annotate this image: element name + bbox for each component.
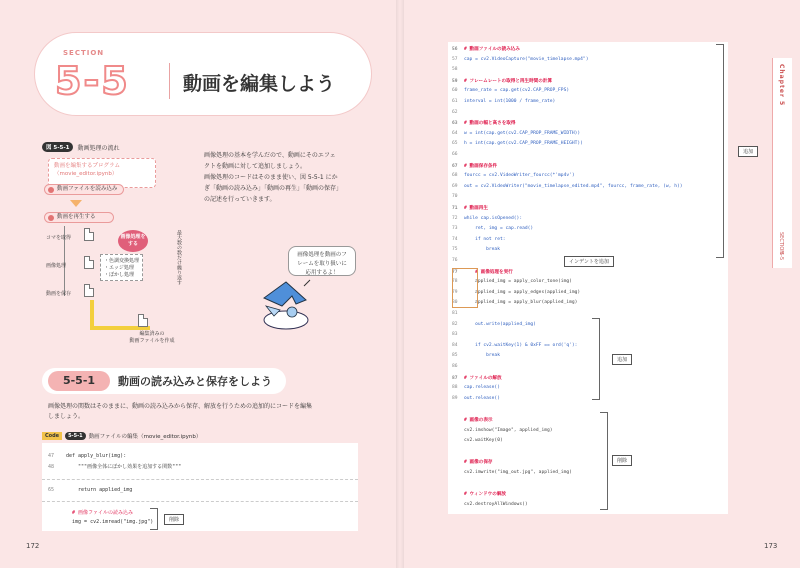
line-number: 87 bbox=[452, 375, 458, 381]
code-line bbox=[452, 353, 500, 358]
code-text: return applied_img bbox=[66, 487, 133, 493]
line-number: 56 bbox=[452, 47, 458, 52]
code-text: # 画像の表示 bbox=[464, 418, 493, 423]
note-edge: ・エッジ処理 bbox=[104, 265, 134, 271]
line-number: 88 bbox=[452, 385, 458, 391]
subsection-number: 5-5-1 bbox=[48, 371, 110, 391]
code-line bbox=[452, 131, 580, 136]
delete-tag-right: 削除 bbox=[612, 455, 632, 466]
add-bracket-bottom bbox=[592, 318, 600, 400]
code-text: interval = int(1000 / frame_rate) bbox=[464, 99, 556, 104]
arrow-down-icon bbox=[70, 200, 82, 207]
step-dot bbox=[48, 215, 54, 221]
code-line bbox=[452, 258, 464, 263]
code-text: frame_rate = cap.get(cv2.CAP_PROP_FPS) bbox=[464, 88, 570, 94]
paragraph-line: 画像処理のコードはそのまま使い、図 5-5-1 にか bbox=[204, 174, 338, 181]
code-text: applied_img = apply_color_tone(img) bbox=[464, 279, 572, 285]
line-number: 68 bbox=[452, 173, 458, 179]
subsection-header bbox=[42, 368, 286, 394]
code-line bbox=[452, 406, 464, 411]
code-badge: 5-5-1 bbox=[65, 432, 86, 440]
paragraph-line: 画像処理の基本を学んだので、動画にそのエフェ bbox=[204, 152, 336, 159]
code-separator bbox=[42, 479, 358, 480]
step-play-video bbox=[44, 212, 114, 223]
code-text: img = cv2.imread("img.jpg") bbox=[66, 519, 154, 525]
code-text: # 動画ファイルの読み込み bbox=[464, 47, 520, 52]
code-block-right bbox=[448, 42, 728, 514]
frame-doc-icon bbox=[84, 228, 94, 241]
add-tag-bottom: 追加 bbox=[612, 354, 632, 365]
code-text: while cap.isOpened(): bbox=[464, 215, 523, 221]
code-line bbox=[452, 152, 464, 157]
paragraph-line: ぎ「動画の読み込み」「動画の再生」「動画の保存」 bbox=[204, 185, 343, 192]
code-caption bbox=[42, 432, 201, 440]
code-line bbox=[48, 453, 126, 459]
code-text: applied_img = apply_edges(applied_img) bbox=[464, 289, 581, 295]
process-doc-icon bbox=[84, 256, 94, 269]
code-text: # ファイルの解放 bbox=[464, 375, 502, 381]
code-text: # フレームレートの取得と再生時間の計算 bbox=[464, 78, 553, 84]
code-line bbox=[452, 110, 464, 115]
repeat-note: 最大数の数だけ繰り返す bbox=[176, 230, 182, 285]
line-number: 67 bbox=[452, 163, 458, 169]
subsection-title: 動画の読み込みと保存をしよう bbox=[118, 375, 272, 388]
line-number: 83 bbox=[452, 332, 458, 338]
code-text: if cv2.waitKey(1) & 0xFF == ord('q'): bbox=[464, 342, 578, 348]
line-number: 58 bbox=[452, 67, 458, 73]
line-number: 48 bbox=[48, 464, 55, 470]
add-tag-top: 追加 bbox=[738, 146, 758, 157]
output-line2: 動画ファイルを作成 bbox=[129, 338, 175, 344]
code-text: # 動画の幅と高さを取得 bbox=[464, 121, 516, 127]
line-number: 72 bbox=[452, 215, 458, 221]
line-number: 63 bbox=[452, 121, 458, 127]
code-caption-text: 動画ファイルの編集（movie_editor.ipynb） bbox=[88, 434, 202, 440]
paragraph-line: の記述を行っていきます。 bbox=[204, 196, 276, 203]
line-number: 64 bbox=[452, 130, 458, 136]
code-line bbox=[452, 46, 520, 52]
line-number: 73 bbox=[452, 226, 458, 232]
chapter-section-number: 5-5 bbox=[778, 252, 784, 261]
line-number: 65 bbox=[48, 487, 55, 493]
note-blur: ・ぼかし処理 bbox=[104, 272, 135, 278]
delete-tag: 削除 bbox=[164, 514, 184, 525]
subsection-paragraph bbox=[48, 402, 368, 422]
line-number: 86 bbox=[452, 364, 458, 369]
line-number: 57 bbox=[452, 56, 458, 62]
line-number: 61 bbox=[452, 99, 458, 104]
code-text: # 画像ファイルの読み込み bbox=[66, 510, 133, 516]
code-line bbox=[452, 343, 577, 348]
code-tag: Code bbox=[42, 432, 62, 440]
paragraph-line: クトを動画に対して追加しましょう。 bbox=[204, 163, 307, 170]
code-text: cv2.imshow("Image", applied_img) bbox=[464, 427, 553, 433]
output-label bbox=[122, 330, 182, 344]
line-number: 65 bbox=[452, 141, 458, 147]
book-gutter bbox=[396, 0, 404, 568]
mascot-character-icon bbox=[252, 276, 312, 332]
code-text: # 画像の保存 bbox=[464, 460, 493, 466]
code-text: out = cv2.VideoWriter("movie_timelapse_edited.mp4", fourcc, frame_rate, (w, h)) bbox=[464, 183, 683, 189]
code-line bbox=[452, 67, 464, 72]
note-color-tone: ・色調変換処理 bbox=[104, 258, 140, 264]
line-number: 62 bbox=[452, 109, 458, 115]
flow-diagram bbox=[42, 154, 192, 344]
add-bracket-top bbox=[716, 44, 724, 258]
code-line bbox=[452, 470, 572, 475]
code-line bbox=[452, 375, 502, 381]
code-text: # 動画再生 bbox=[464, 206, 488, 211]
code-line bbox=[452, 459, 493, 465]
code-line bbox=[452, 385, 500, 390]
step-load-video bbox=[44, 184, 124, 195]
apply-process-bubble bbox=[118, 230, 148, 252]
code-text: # 画像処理を実行 bbox=[464, 269, 513, 275]
code-line bbox=[452, 226, 533, 231]
code-line bbox=[452, 449, 464, 454]
code-line bbox=[452, 311, 464, 316]
code-line bbox=[452, 216, 522, 221]
code-line bbox=[452, 78, 552, 84]
code-line bbox=[452, 428, 553, 433]
intro-paragraph bbox=[204, 150, 384, 205]
code-line bbox=[48, 519, 153, 525]
section-divider bbox=[169, 63, 170, 99]
paragraph-line: 画像処理の関数はそのままに、動画の読み込みから保存、解放を行うための追加的にコードを編集 bbox=[48, 403, 313, 410]
code-text: break bbox=[464, 247, 500, 253]
code-line bbox=[452, 57, 588, 62]
section-number: 5-5 bbox=[55, 59, 130, 103]
section-label: SECTION bbox=[63, 49, 105, 57]
chapter-label: Chapter 5 bbox=[778, 64, 785, 107]
line-number: 78 bbox=[452, 279, 458, 285]
section-header bbox=[34, 32, 372, 116]
code-line bbox=[452, 194, 464, 199]
line-number: 89 bbox=[452, 395, 458, 401]
code-text: fourcc = cv2.VideoWriter_fourcc(*'mp4v') bbox=[464, 173, 575, 179]
code-text: cv2.waitKey(0) bbox=[464, 438, 503, 444]
code-text: # ウィンドウの解放 bbox=[464, 492, 507, 498]
code-line bbox=[452, 99, 555, 104]
step-load-label: 動画ファイルを読み込み bbox=[57, 186, 118, 192]
character-speech-bubble: 画像処理を動画のフレームを取り扱いに応用するよ！ bbox=[288, 246, 356, 276]
code-text: cv2.imwrite("img_out.jpg", applied_img) bbox=[464, 470, 572, 475]
line-number: 60 bbox=[452, 88, 458, 94]
code-line bbox=[452, 247, 500, 252]
label-get-frame: コマを取得 bbox=[46, 235, 72, 241]
process-notes bbox=[100, 254, 143, 281]
indent-tag: インデントを追加 bbox=[564, 256, 614, 267]
code-text: h = int(cap.get(cv2.CAP_PROP_FRAME_HEIGHT)) bbox=[464, 141, 583, 147]
program-file: （movie_editor.ipynb） bbox=[54, 171, 118, 177]
code-text: if not ret: bbox=[464, 236, 506, 242]
code-line bbox=[48, 487, 132, 493]
apply-bubble-line2: する bbox=[127, 241, 138, 247]
code-text: cv2.destroyAllWindows() bbox=[464, 501, 528, 507]
code-line bbox=[452, 141, 583, 146]
line-number: 77 bbox=[452, 269, 458, 275]
code-line bbox=[452, 364, 464, 369]
code-text: out.release() bbox=[464, 395, 500, 401]
step-dot bbox=[48, 187, 54, 193]
line-number: 47 bbox=[48, 453, 55, 459]
code-line bbox=[452, 163, 497, 169]
line-number: 84 bbox=[452, 342, 458, 348]
code-line bbox=[452, 173, 575, 178]
code-line bbox=[452, 396, 500, 401]
section-title: 動画を編集しよう bbox=[183, 73, 336, 95]
code-line bbox=[452, 491, 506, 497]
line-number: 74 bbox=[452, 236, 458, 242]
output-doc-icon bbox=[138, 314, 148, 327]
step-play-label: 動画を再生する bbox=[57, 214, 96, 220]
figure-caption bbox=[42, 142, 119, 152]
chapter-section-label: SECTION bbox=[778, 232, 784, 255]
line-number: 70 bbox=[452, 194, 458, 200]
code-line bbox=[452, 481, 464, 486]
code-line bbox=[452, 417, 493, 423]
code-line bbox=[452, 438, 503, 443]
code-line bbox=[48, 509, 133, 516]
line-number: 69 bbox=[452, 183, 458, 189]
line-number: 66 bbox=[452, 152, 458, 157]
code-text: cap = cv2.VideoCapture("movie_timelapse.mp4") bbox=[464, 56, 589, 62]
code-separator bbox=[42, 501, 358, 502]
delete-bracket-right bbox=[600, 412, 608, 510]
code-line bbox=[452, 502, 528, 507]
figure-caption-text: 動画処理の流れ bbox=[77, 144, 120, 152]
line-number: 71 bbox=[452, 206, 458, 211]
code-line bbox=[452, 332, 464, 337]
line-number: 80 bbox=[452, 300, 458, 306]
paragraph-line: しましょう。 bbox=[48, 413, 85, 420]
page-number-left: 172 bbox=[26, 542, 40, 550]
line-number: 82 bbox=[452, 321, 458, 327]
code-line bbox=[48, 463, 181, 470]
code-text: w = int(cap.get(cv2.CAP_PROP_FRAME_WIDTH)) bbox=[464, 130, 581, 136]
line-number: 59 bbox=[452, 78, 458, 84]
code-line bbox=[452, 184, 683, 189]
program-title: 動画を編集するプログラム bbox=[54, 163, 120, 169]
code-line bbox=[452, 205, 488, 211]
code-text: def apply_blur(img): bbox=[66, 453, 127, 459]
code-text: applied_img = apply_blur(applied_img) bbox=[464, 300, 578, 306]
line-number: 85 bbox=[452, 353, 458, 359]
line-number: 76 bbox=[452, 258, 458, 263]
code-block-left bbox=[42, 443, 358, 531]
delete-bracket bbox=[150, 508, 158, 530]
code-text: """画像全体にぼかし効果を追加する関数""" bbox=[66, 464, 182, 470]
code-line bbox=[452, 88, 569, 93]
code-line bbox=[452, 120, 515, 126]
apply-bubble-line1: 画像処理を bbox=[120, 234, 146, 240]
line-number: 81 bbox=[452, 311, 458, 316]
output-line1: 編集済みの bbox=[139, 331, 165, 337]
code-line bbox=[452, 322, 536, 327]
label-save-video: 動画を保存 bbox=[46, 291, 72, 297]
code-line bbox=[452, 237, 506, 242]
code-text: ret, img = cap.read() bbox=[464, 226, 534, 232]
code-text: cap.release() bbox=[464, 385, 500, 391]
code-text: out.write(applied_img) bbox=[464, 321, 536, 327]
save-doc-icon bbox=[84, 284, 94, 297]
line-number: 79 bbox=[452, 289, 458, 295]
code-text: # 動画保存条件 bbox=[464, 163, 498, 169]
figure-badge: 図 5-5-1 bbox=[42, 142, 73, 152]
code-text: break bbox=[464, 353, 500, 359]
page-number-right: 173 bbox=[764, 542, 778, 550]
label-image-process: 画像処理 bbox=[46, 263, 67, 269]
line-number: 75 bbox=[452, 247, 458, 253]
indent-highlight bbox=[452, 268, 478, 308]
